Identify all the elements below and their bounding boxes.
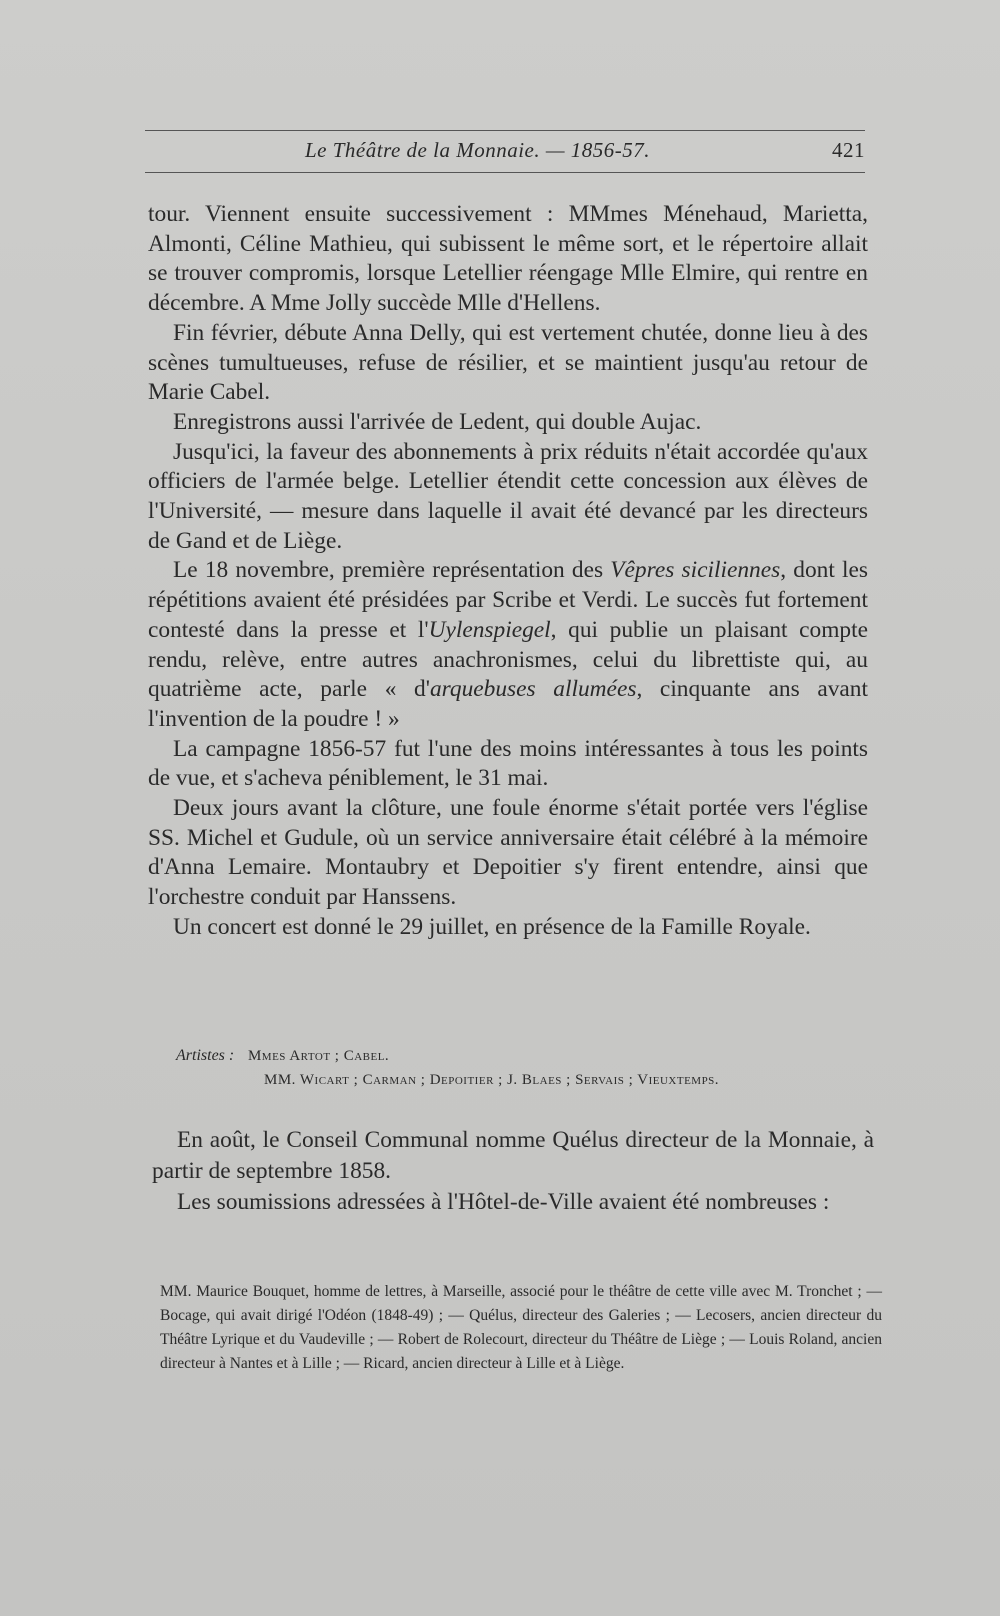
candidates-list: MM. Maurice Bouquet, homme de lettres, à Marseille, associé pour le théâtre de cette ville avec M. Tronchet ; — Bocage, qui avait dirigé l'Odéon (1848-49) ; — Quélus, directeur des Galeries ; — Lecosers, ancien directeur du Théâtre Lyrique et du Vaudeville ; — Robert de Rolecourt, directeur du Théâtre de Liège ; — Louis Roland, ancien directeur à Nantes et à Lille ; — Ricard, ancien directeur à Lille et à Liège. — [160, 1283, 882, 1372]
text-run: Le 18 novembre, première représentation des — [173, 557, 611, 584]
running-title: Le Théâtre de la Monnaie. — 1856-57. — [305, 138, 651, 162]
header-rule-top — [145, 130, 865, 131]
paragraph: La campagne 1856-57 fut l'une des moins intéressantes à tous les points de vue, et s'acheva péniblement, le 31 mai. — [148, 735, 868, 792]
text-run: , qui publie un plaisant compte rendu, relève, entre autres anachronismes, celui du librettiste qui, au quatrième acte, parle « d' — [148, 616, 868, 703]
paragraph: Un concert est donné le 29 juillet, en présence de la Famille Royale. — [173, 913, 811, 940]
text-run: , cinquante ans avant l'invention de la poudre ! » — [148, 676, 868, 732]
paragraph: tour. Viennent ensuite successivement : MMmes Ménehaud, Marietta, Almonti, Céline Mathieu, qui subissent le même sort, et le répertoire allait se trouver compromis, lorsque Letellier réengage Mlle Elmire, qui rentre en décembre. A Mme Jolly succède Mlle d'Hellens. — [148, 201, 868, 317]
artists-line-1 — [176, 1044, 876, 1068]
main-text — [148, 200, 868, 943]
opera-title: Vêpres siciliennes — [610, 557, 781, 584]
text-run: , dont les répétitions avaient été présidées par Scribe et Verdi. Le succès fut fortement contesté dans la presse et l' — [148, 557, 868, 643]
quoted-phrase: arquebuses allumées — [429, 676, 637, 703]
artists-men: MM. Wicart ; Carman ; Depoitier ; J. Blaes ; Servais ; Vieuxtemps. — [264, 1072, 720, 1088]
artists-list — [176, 1044, 876, 1092]
paragraph: Les soumissions adressées à l'Hôtel-de-Ville avaient été nombreuses : — [177, 1189, 830, 1215]
section-two — [152, 1125, 874, 1218]
running-header — [145, 138, 865, 168]
paragraph: Fin février, débute Anna Delly, qui est vertement chutée, donne lieu à des scènes tumultueuses, refuse de résilier, et se maintient jusqu'au retour de Marie Cabel. — [148, 319, 868, 406]
paragraph: Enregistrons aussi l'arrivée de Ledent, qui double Aujac. — [173, 408, 702, 435]
header-rule-bottom — [145, 172, 865, 173]
paragraph-vepres — [148, 556, 868, 734]
artists-label: Artistes : — [176, 1047, 235, 1064]
paragraph: En août, le Conseil Communal nomme Quélus directeur de la Monnaie, à partir de septembre 1858. — [152, 1127, 874, 1184]
paragraph: Deux jours avant la clôture, une foule énorme s'était portée vers l'église SS. Michel et Gudule, où un service anniversaire était célébré à la mémoire d'Anna Lemaire. Montaubry et Depoitier s'y firent entendre, ainsi que l'orchestre conduit par Hanssens. — [148, 795, 868, 911]
paragraph: Jusqu'ici, la faveur des abonnements à prix réduits n'était accordée qu'aux officiers de l'armée belge. Letellier étendit cette concession aux élèves de l'Université, — mesure dans laquelle il avait été devancé par les directeurs de Gand et de Liège. — [148, 438, 868, 554]
journal-title: Uylenspiegel — [428, 616, 551, 643]
artists-women: Mmes Artot ; Cabel. — [247, 1048, 390, 1064]
page-number: 421 — [832, 138, 865, 162]
